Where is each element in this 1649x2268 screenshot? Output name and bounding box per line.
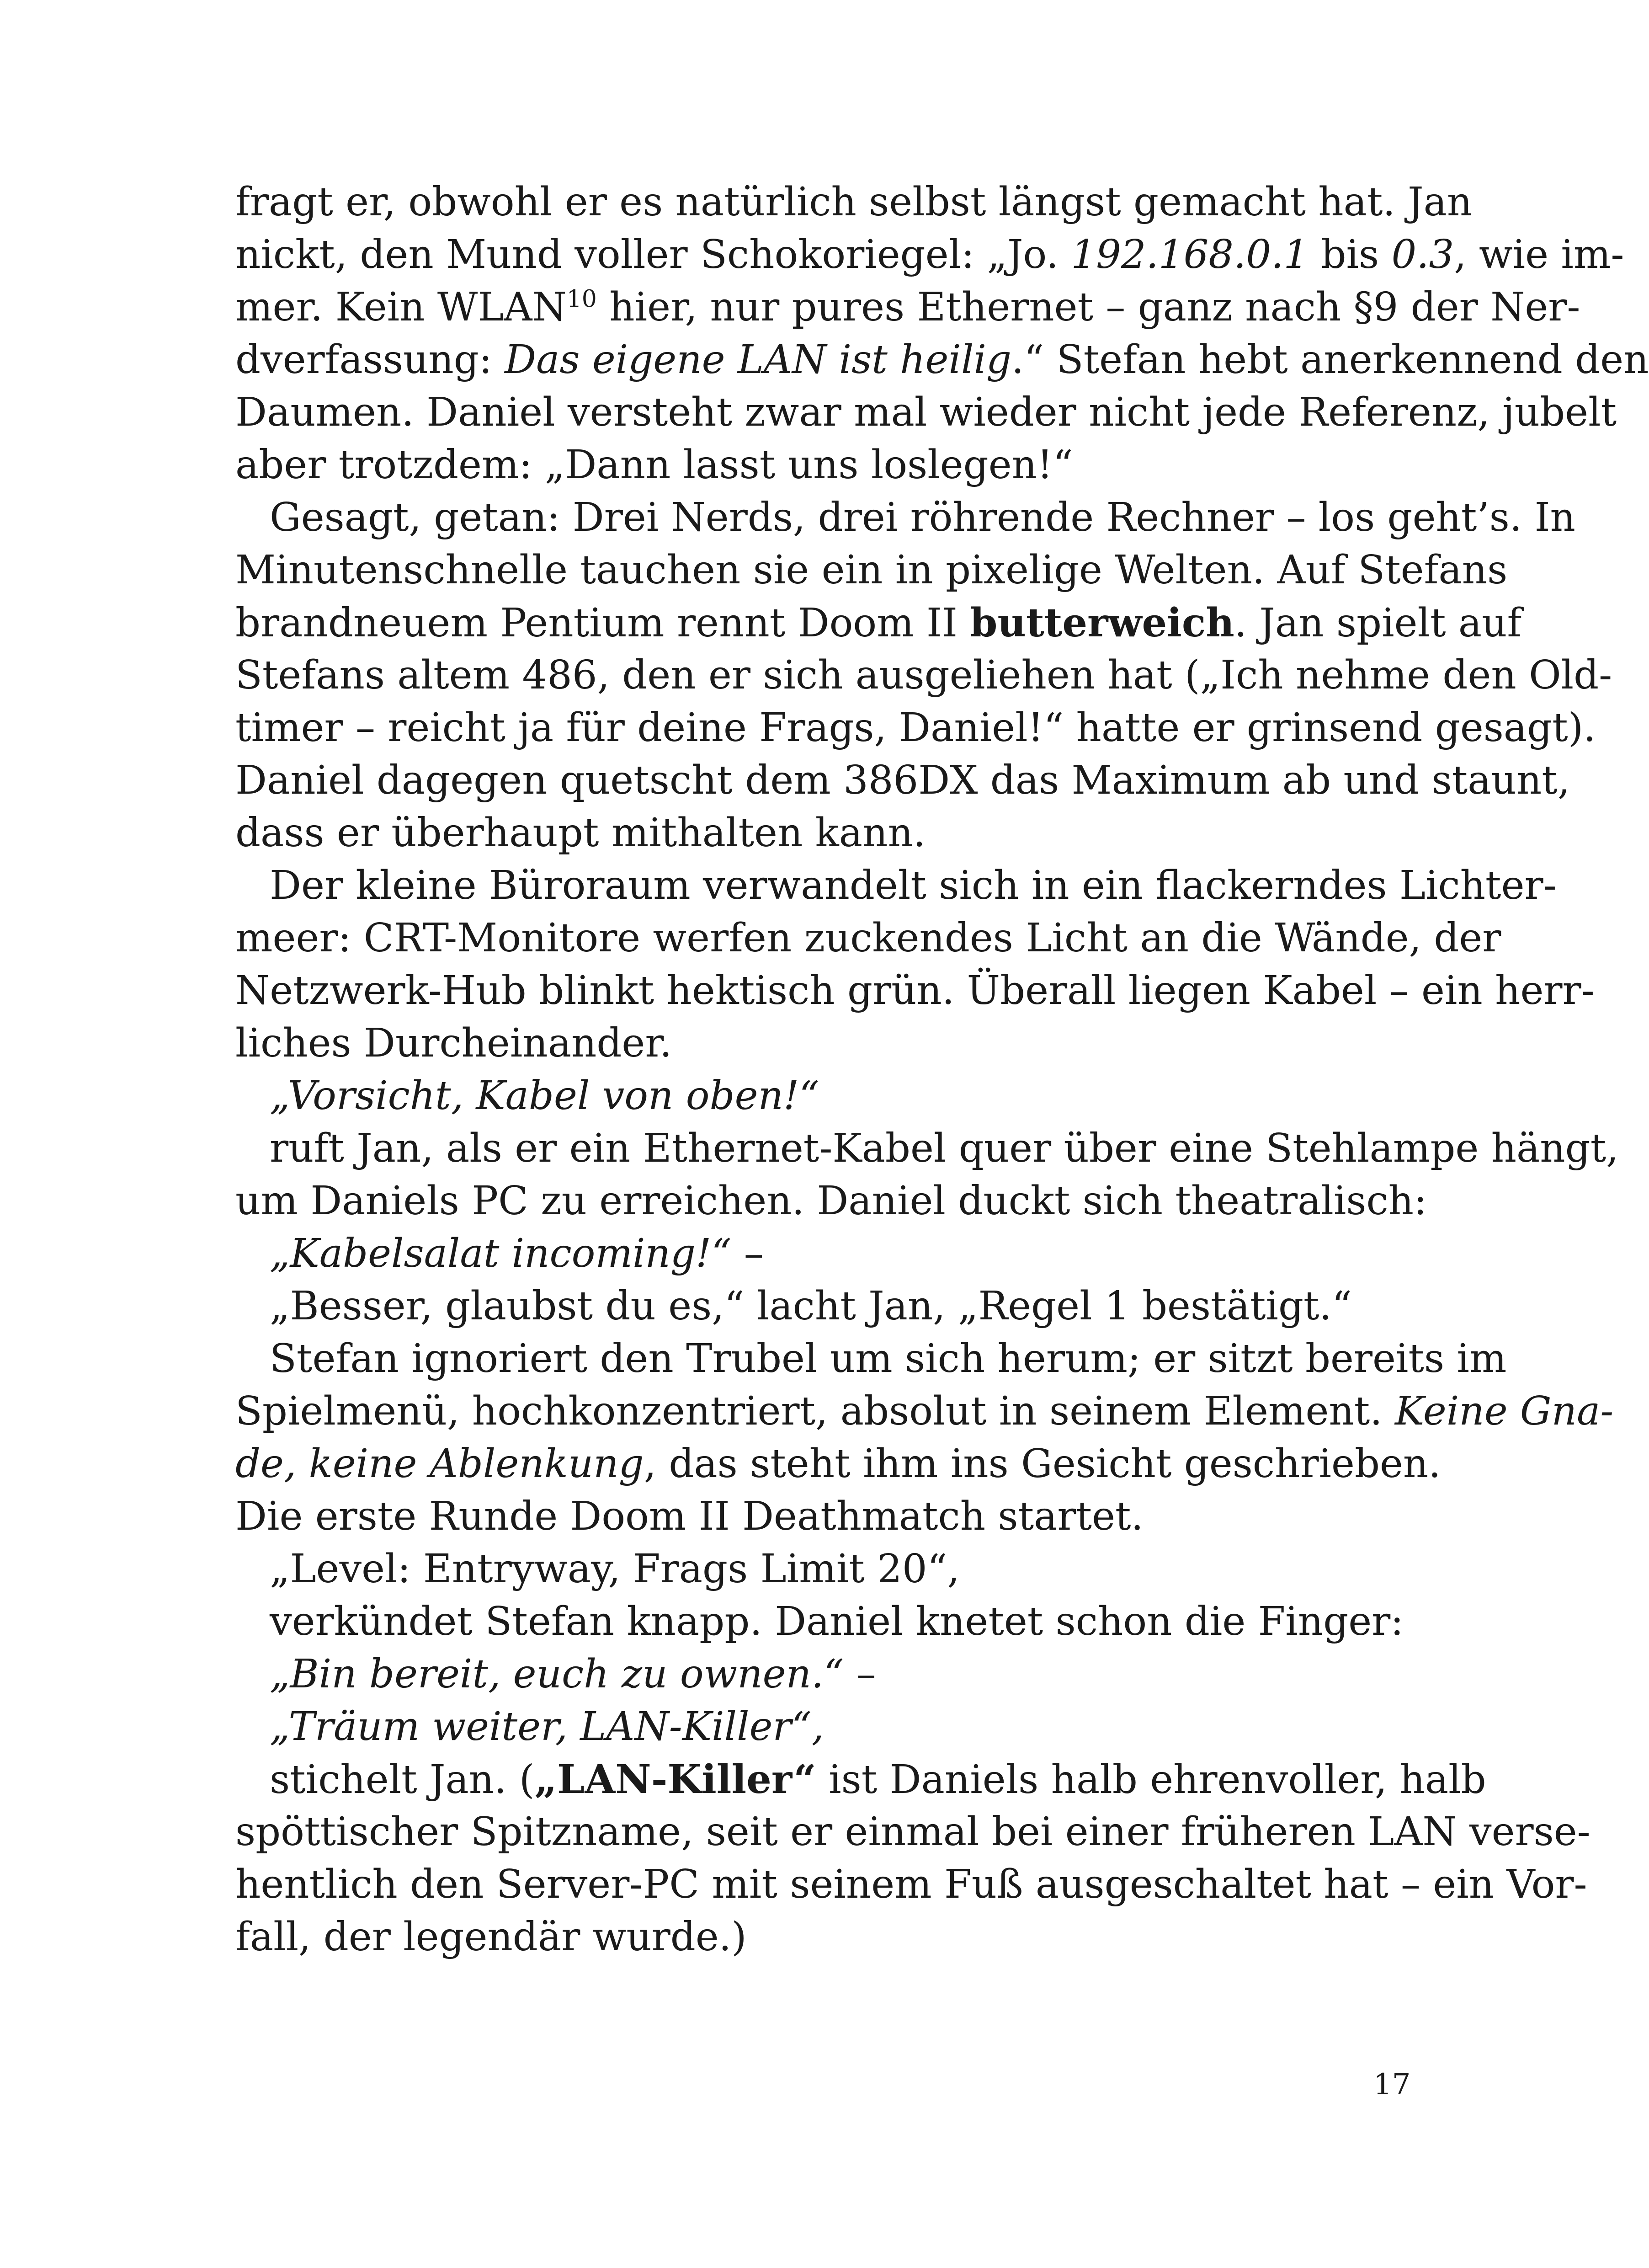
text-line: Stefans altem 486, den er sich ausgeliehen hat („Ich nehme den Old- — [235, 652, 1612, 698]
text-line: ruft Jan, als er ein Ethernet-Kabel quer über eine Stehlampe hängt, — [270, 1126, 1619, 1171]
page-body — [235, 176, 1649, 1964]
text-line: de, keine Ablenkung, das steht ihm ins Gesicht geschrieben. — [235, 1441, 1441, 1487]
text-line: Stefan ignoriert den Trubel um sich herum; er sitzt bereits im — [270, 1336, 1507, 1382]
page-number: 17 — [1373, 2068, 1411, 2102]
text-line: Daniel dagegen quetscht dem 386DX das Maximum ab und staunt, — [235, 758, 1570, 803]
text-line: Daumen. Daniel versteht zwar mal wieder nicht jede Referenz, jubelt — [235, 390, 1617, 435]
text-line: Spielmenü, hochkonzentriert, absolut in seinem Element. Keine Gna- — [235, 1388, 1614, 1434]
text-line: dass er überhaupt mithalten kann. — [235, 810, 926, 856]
text-line: Gesagt, getan: Drei Nerds, drei röhrende Rechner – los geht’s. In — [270, 495, 1575, 540]
text-line: „Level: Entryway, Frags Limit 20“, — [270, 1546, 960, 1592]
text-line: Die erste Runde Doom II Deathmatch startet. — [235, 1494, 1144, 1539]
text-line: timer – reicht ja für deine Frags, Daniel!“ hatte er grinsend gesagt). — [235, 705, 1596, 751]
text-line: fragt er, obwohl er es natürlich selbst längst gemacht hat. Jan — [235, 179, 1473, 225]
text-line: Netzwerk-Hub blinkt hektisch grün. Überall liegen Kabel – ein herr- — [235, 968, 1595, 1014]
text-line: „Bin bereit, euch zu ownen.“ – — [270, 1651, 876, 1697]
text-line: „Besser, glaubst du es,“ lacht Jan, „Regel 1 bestätigt.“ — [270, 1283, 1352, 1329]
text-line: „Träum weiter, LAN-Killer“, — [270, 1704, 824, 1750]
text-line: spöttischer Spitzname, seit er einmal bei einer früheren LAN verse- — [235, 1809, 1590, 1855]
text-line: „Vorsicht, Kabel von oben!“ — [270, 1073, 819, 1119]
text-line: hentlich den Server-PC mit seinem Fuß ausgeschaltet hat – ein Vor- — [235, 1862, 1587, 1907]
text-line: nickt, den Mund voller Schokoriegel: „Jo. 192.168.0.1 bis 0.3, wie im- — [235, 232, 1624, 277]
text-line: mer. Kein WLAN$^{10}$ hier, nur pures Ethernet – ganz nach §9 der Ner- — [235, 284, 1580, 330]
text-line: dverfassung: Das eigene LAN ist heilig.“ Stefan hebt anerkennend den — [235, 337, 1649, 383]
text-line: aber trotzdem: „Dann lasst uns loslegen!“ — [235, 442, 1073, 488]
text-line: verkündet Stefan knapp. Daniel knetet schon die Finger: — [270, 1599, 1404, 1644]
text-line: stichelt Jan. („LAN-Killer“ ist Daniels halb ehrenvoller, halb — [270, 1756, 1486, 1803]
text-line: meer: CRT-Monitore werfen zuckendes Licht an die Wände, der — [235, 915, 1501, 961]
text-line: fall, der legendär wurde.) — [235, 1914, 747, 1960]
footnote-marker: 10 — [566, 285, 597, 313]
text-line: Der kleine Büroraum verwandelt sich in ein flackerndes Lichter- — [270, 863, 1557, 908]
text-line: um Daniels PC zu erreichen. Daniel duckt sich theatralisch: — [235, 1178, 1427, 1224]
text-line: brandneuem Pentium rennt Doom II butterweich. Jan spielt auf — [235, 600, 1522, 646]
text-line: „Kabelsalat incoming!“ – — [270, 1231, 764, 1276]
text-line: liches Durcheinander. — [235, 1020, 672, 1066]
text-line: Minutenschnelle tauchen sie ein in pixelige Welten. Auf Stefans — [235, 547, 1508, 593]
